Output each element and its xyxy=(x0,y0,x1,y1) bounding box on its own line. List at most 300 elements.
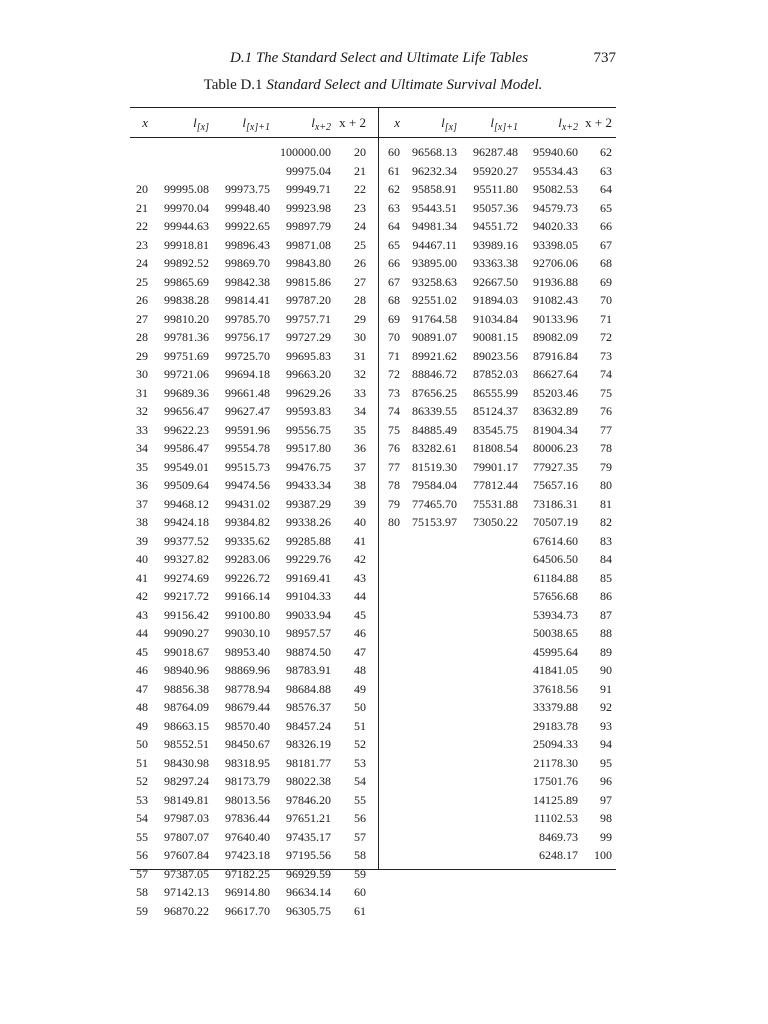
age-plus-2-cell: 45 xyxy=(354,607,366,622)
age-cell: 49 xyxy=(136,718,148,733)
age-plus-2-cell: 34 xyxy=(354,404,366,418)
lx-select-cell: 93895.00 xyxy=(412,256,457,270)
age-plus-2-cell: 81 xyxy=(600,496,612,511)
lx-select1-cell: 99922.65 xyxy=(225,219,270,233)
age-plus-2-cell: 24 xyxy=(354,219,366,233)
age-plus-2-cell: 54 xyxy=(354,774,366,788)
lx-select-cell: 99918.81 xyxy=(164,237,209,252)
lx-select-cell: 99327.82 xyxy=(164,552,209,566)
lx2-cell: 99517.80 xyxy=(286,441,331,455)
table-row xyxy=(0,328,768,347)
lx-select1-cell: 85124.37 xyxy=(473,404,518,418)
lx2-cell: 98326.19 xyxy=(286,737,331,751)
lx2-cell: 99871.08 xyxy=(286,237,331,252)
age-cell: 32 xyxy=(136,404,148,418)
age-plus-2-cell: 78 xyxy=(600,441,612,455)
age-cell: 26 xyxy=(136,293,148,307)
lx2-cell: 99949.71 xyxy=(286,182,331,196)
lx-select1-cell: 87852.03 xyxy=(473,367,518,381)
lx2-cell: 95082.53 xyxy=(533,182,578,196)
lx-select-cell: 97987.03 xyxy=(164,811,209,825)
lx-select1-cell: 99869.70 xyxy=(225,256,270,270)
age-cell: 68 xyxy=(388,293,400,307)
table-row xyxy=(0,439,768,458)
lx2-cell: 99285.88 xyxy=(286,533,331,548)
header-rule xyxy=(130,137,616,138)
lx-select1-cell: 99226.72 xyxy=(225,570,270,585)
lx2-cell: 98957.57 xyxy=(286,626,331,640)
table-row xyxy=(0,735,768,754)
lx-select-cell: 98856.38 xyxy=(164,681,209,696)
lx-select1-cell: 91894.03 xyxy=(473,293,518,307)
age-cell: 48 xyxy=(136,700,148,714)
age-cell: 29 xyxy=(136,348,148,363)
lx-select-cell: 98663.15 xyxy=(164,718,209,733)
lx-select1-cell: 99431.02 xyxy=(225,496,270,511)
lx-select-cell: 99586.47 xyxy=(164,441,209,455)
lx-select-cell: 99090.27 xyxy=(164,626,209,640)
table-row xyxy=(0,291,768,310)
lx-select1-cell: 98173.79 xyxy=(225,774,270,788)
lx2-cell: 97435.17 xyxy=(286,829,331,844)
lx2-cell: 97846.20 xyxy=(286,792,331,807)
age-plus-2-cell: 48 xyxy=(354,663,366,677)
header-sub: [x]+1 xyxy=(494,122,518,133)
lx-select1-cell: 99166.14 xyxy=(225,589,270,603)
lx-select-cell: 98149.81 xyxy=(164,792,209,807)
lx-select-cell: 99549.01 xyxy=(164,459,209,474)
lx2-cell: 96305.75 xyxy=(286,903,331,918)
age-plus-2-cell: 29 xyxy=(354,311,366,326)
table-row xyxy=(0,532,768,551)
lx2-cell: 99338.26 xyxy=(286,515,331,529)
lx-select-cell: 99509.64 xyxy=(164,478,209,492)
lx2-cell: 93398.05 xyxy=(533,237,578,252)
header-main: l xyxy=(242,115,247,130)
age-cell: 65 xyxy=(388,237,400,252)
lx-select-cell: 87656.25 xyxy=(412,385,457,400)
lx-select1-cell: 97423.18 xyxy=(225,848,270,862)
lx-select1-cell: 90081.15 xyxy=(473,330,518,344)
lx-select-cell: 97142.13 xyxy=(164,885,209,899)
lx-select-cell: 79584.04 xyxy=(412,478,457,492)
lx2-cell: 50038.65 xyxy=(533,626,578,640)
age-cell: 74 xyxy=(388,404,400,418)
lx-select-cell: 98940.96 xyxy=(164,663,209,677)
lx-select1-cell: 99554.78 xyxy=(225,441,270,455)
lx-select-cell: 97607.84 xyxy=(164,848,209,862)
lx2-cell: 91082.43 xyxy=(533,293,578,307)
lx2-cell: 98684.88 xyxy=(286,681,331,696)
age-plus-2-cell: 91 xyxy=(600,681,612,696)
header-sub: [x] xyxy=(444,122,457,133)
age-plus-2-cell: 39 xyxy=(354,496,366,511)
lx2-cell: 98181.77 xyxy=(286,755,331,770)
age-plus-2-cell: 25 xyxy=(354,237,366,252)
age-plus-2-cell: 84 xyxy=(600,552,612,566)
lx2-cell: 96634.14 xyxy=(286,885,331,899)
lx-select-cell: 99865.69 xyxy=(164,274,209,289)
lx2-cell: 33379.88 xyxy=(533,700,578,714)
header-main: l xyxy=(441,115,445,130)
lx-select-cell: 99217.72 xyxy=(164,589,209,603)
age-plus-2-cell: 90 xyxy=(600,663,612,677)
table-row xyxy=(0,883,378,902)
age-cell: 46 xyxy=(136,663,148,677)
lx-select-cell: 99424.18 xyxy=(164,515,209,529)
lx2-cell: 99387.29 xyxy=(286,496,331,511)
lx-select1-cell: 99814.41 xyxy=(225,293,270,307)
lx-select-cell: 99622.23 xyxy=(164,422,209,437)
lx-select1-cell: 95057.36 xyxy=(473,200,518,215)
age-cell: 70 xyxy=(388,330,400,344)
lx-select1-cell: 96287.48 xyxy=(473,145,518,159)
lx2-cell: 41841.05 xyxy=(533,663,578,677)
age-plus-2-cell: 80 xyxy=(600,478,612,492)
age-plus-2-cell: 59 xyxy=(354,866,366,881)
age-cell: 79 xyxy=(388,496,400,511)
lx2-cell: 53934.73 xyxy=(533,607,578,622)
age-plus-2-cell: 64 xyxy=(600,182,612,196)
running-head xyxy=(130,50,616,70)
lx-select1-cell: 99694.18 xyxy=(225,367,270,381)
lx-select-cell: 95858.91 xyxy=(412,182,457,196)
lx-select-cell: 99944.63 xyxy=(164,219,209,233)
lx2-cell: 99476.75 xyxy=(286,459,331,474)
age-plus-2-cell: 77 xyxy=(600,422,612,437)
lx2-cell: 95534.43 xyxy=(533,163,578,178)
lx-select-cell: 99689.36 xyxy=(164,385,209,400)
lx2-cell: 75657.16 xyxy=(533,478,578,492)
lx2-cell: 89082.09 xyxy=(533,330,578,344)
lx2-cell: 83632.89 xyxy=(533,404,578,418)
lx-select-cell: 99970.04 xyxy=(164,200,209,215)
age-cell: 45 xyxy=(136,644,148,659)
table-row xyxy=(0,698,768,717)
age-cell: 31 xyxy=(136,385,148,400)
right-col-lx-select-header xyxy=(441,115,457,131)
table-row xyxy=(0,458,768,477)
header-sub: [x]+1 xyxy=(246,122,270,133)
age-cell: 60 xyxy=(388,145,400,159)
age-cell: 66 xyxy=(388,256,400,270)
lx-select-cell: 99838.28 xyxy=(164,293,209,307)
age-plus-2-cell: 33 xyxy=(354,385,366,400)
table-row xyxy=(0,772,768,791)
age-plus-2-cell: 85 xyxy=(600,570,612,585)
lx-select1-cell: 86555.99 xyxy=(473,385,518,400)
table-row xyxy=(0,180,768,199)
lx2-cell: 98022.38 xyxy=(286,774,331,788)
lx2-cell: 21178.30 xyxy=(533,755,578,770)
lx-select-cell: 99995.08 xyxy=(164,182,209,196)
age-plus-2-cell: 31 xyxy=(354,348,366,363)
lx-select1-cell: 92667.50 xyxy=(473,274,518,289)
table-row xyxy=(0,809,768,828)
lx2-cell: 99897.79 xyxy=(286,219,331,233)
header-main: x xyxy=(142,115,148,130)
age-plus-2-cell: 97 xyxy=(600,792,612,807)
table-row xyxy=(0,569,768,588)
lx-select-cell: 99721.06 xyxy=(164,367,209,381)
age-cell: 40 xyxy=(136,552,148,566)
age-plus-2-cell: 51 xyxy=(354,718,366,733)
lx2-cell: 57656.68 xyxy=(533,589,578,603)
age-plus-2-cell: 30 xyxy=(354,330,366,344)
lx2-cell: 87916.84 xyxy=(533,348,578,363)
table-row xyxy=(0,421,768,440)
lx2-cell: 96929.59 xyxy=(286,866,331,881)
lx2-cell: 8469.73 xyxy=(539,829,578,844)
age-cell: 24 xyxy=(136,256,148,270)
table-row xyxy=(0,846,768,865)
lx-select-cell: 94981.34 xyxy=(412,219,457,233)
lx-select1-cell: 99756.17 xyxy=(225,330,270,344)
lx2-cell: 37618.56 xyxy=(533,681,578,696)
table-row xyxy=(0,365,768,384)
age-plus-2-cell: 96 xyxy=(600,774,612,788)
age-plus-2-cell: 99 xyxy=(600,829,612,844)
lx2-cell: 77927.35 xyxy=(533,459,578,474)
lx2-cell: 25094.33 xyxy=(533,737,578,751)
age-plus-2-cell: 70 xyxy=(600,293,612,307)
age-cell: 62 xyxy=(388,182,400,196)
lx2-cell: 86627.64 xyxy=(533,367,578,381)
right-col-x-header xyxy=(394,115,400,131)
age-plus-2-cell: 62 xyxy=(600,145,612,159)
table-row xyxy=(0,310,768,329)
age-plus-2-cell: 98 xyxy=(600,811,612,825)
lx-select-cell: 99892.52 xyxy=(164,256,209,270)
age-plus-2-cell: 38 xyxy=(354,478,366,492)
lx2-cell: 98457.24 xyxy=(286,718,331,733)
right-col-lx-select1-header xyxy=(490,115,518,131)
age-plus-2-cell: 44 xyxy=(354,589,366,603)
lx2-cell: 73186.31 xyxy=(533,496,578,511)
left-col-lx-select1-header xyxy=(242,115,270,131)
age-cell: 51 xyxy=(136,755,148,770)
lx-select-cell: 94467.11 xyxy=(412,237,457,252)
lx2-cell: 90133.96 xyxy=(533,311,578,326)
lx2-cell: 14125.89 xyxy=(533,792,578,807)
age-cell: 61 xyxy=(388,163,400,178)
header-sub: x+2 xyxy=(561,122,578,133)
lx2-cell: 99757.71 xyxy=(286,311,331,326)
lx-select1-cell: 99474.56 xyxy=(225,478,270,492)
lx-select1-cell: 99283.06 xyxy=(225,552,270,566)
age-cell: 25 xyxy=(136,274,148,289)
lx-select1-cell: 98570.40 xyxy=(225,718,270,733)
lx2-cell: 99727.29 xyxy=(286,330,331,344)
table-row xyxy=(0,680,768,699)
age-plus-2-cell: 53 xyxy=(354,755,366,770)
age-cell: 21 xyxy=(136,200,148,215)
age-cell: 72 xyxy=(388,367,400,381)
age-plus-2-cell: 58 xyxy=(354,848,366,862)
header-main: l xyxy=(490,115,495,130)
lx2-cell: 97195.56 xyxy=(286,848,331,862)
right-col-x2-header xyxy=(585,115,612,131)
age-plus-2-cell: 46 xyxy=(354,626,366,640)
header-main: x xyxy=(394,115,400,130)
lx2-cell: 98874.50 xyxy=(286,644,331,659)
lx-select1-cell: 98013.56 xyxy=(225,792,270,807)
age-plus-2-cell: 21 xyxy=(354,163,366,178)
lx2-cell: 99923.98 xyxy=(286,200,331,215)
lx-select1-cell: 79901.17 xyxy=(473,459,518,474)
lx-select1-cell: 99896.43 xyxy=(225,237,270,252)
lx-select-cell: 88846.72 xyxy=(412,367,457,381)
left-col-lx-select-header xyxy=(193,115,209,131)
age-plus-2-cell: 82 xyxy=(600,515,612,529)
table-row xyxy=(0,347,768,366)
lx2-cell: 94020.33 xyxy=(533,219,578,233)
lx-select-cell: 97807.07 xyxy=(164,829,209,844)
lx2-cell: 45995.64 xyxy=(533,644,578,659)
lx-select1-cell: 99661.48 xyxy=(225,385,270,400)
table-row xyxy=(0,513,768,532)
lx-select-cell: 99810.20 xyxy=(164,311,209,326)
age-cell: 50 xyxy=(136,737,148,751)
lx-select1-cell: 99842.38 xyxy=(225,274,270,289)
age-plus-2-cell: 52 xyxy=(354,737,366,751)
table-row xyxy=(0,606,768,625)
age-plus-2-cell: 94 xyxy=(600,737,612,751)
lx-select1-cell: 98450.67 xyxy=(225,737,270,751)
lx-select-cell: 99468.12 xyxy=(164,496,209,511)
table-title: Standard Select and Ultimate Survival Model. xyxy=(266,77,543,93)
lx-select-cell: 99377.52 xyxy=(164,533,209,548)
lx2-cell: 99975.04 xyxy=(286,163,331,178)
lx2-cell: 29183.78 xyxy=(533,718,578,733)
age-cell: 44 xyxy=(136,626,148,640)
lx-select-cell: 81519.30 xyxy=(412,459,457,474)
lx-select1-cell: 77812.44 xyxy=(473,478,518,492)
age-plus-2-cell: 27 xyxy=(354,274,366,289)
lx-select1-cell: 99973.75 xyxy=(225,182,270,196)
table-row xyxy=(0,199,768,218)
age-plus-2-cell: 86 xyxy=(600,589,612,603)
lx-select-cell: 90891.07 xyxy=(412,330,457,344)
age-plus-2-cell: 87 xyxy=(600,607,612,622)
lx2-cell: 99787.20 xyxy=(286,293,331,307)
lx2-cell: 99815.86 xyxy=(286,274,331,289)
lx-select-cell: 83282.61 xyxy=(412,441,457,455)
age-cell: 33 xyxy=(136,422,148,437)
lx-select1-cell: 75531.88 xyxy=(473,496,518,511)
age-plus-2-cell: 75 xyxy=(600,385,612,400)
age-plus-2-cell: 72 xyxy=(600,330,612,344)
lx-select-cell: 86339.55 xyxy=(412,404,457,418)
age-plus-2-cell: 55 xyxy=(354,792,366,807)
table-row xyxy=(0,143,768,162)
section-title: D.1 The Standard Select and Ultimate Life Tables xyxy=(230,50,529,66)
age-cell: 20 xyxy=(136,182,148,196)
lx-select1-cell: 98778.94 xyxy=(225,681,270,696)
lx2-cell: 95940.60 xyxy=(533,145,578,159)
lx2-cell: 70507.19 xyxy=(533,515,578,529)
lx2-cell: 99433.34 xyxy=(286,478,331,492)
lx2-cell: 99843.80 xyxy=(286,256,331,270)
table-row xyxy=(0,865,378,884)
lx-select-cell: 92551.02 xyxy=(412,293,457,307)
lx-select-cell: 91764.58 xyxy=(412,311,457,326)
lx-select1-cell: 97836.44 xyxy=(225,811,270,825)
top-rule xyxy=(130,107,616,108)
lx2-cell: 98783.91 xyxy=(286,663,331,677)
header-main: l xyxy=(311,115,315,130)
table-row xyxy=(0,254,768,273)
age-cell: 75 xyxy=(388,422,400,437)
age-plus-2-cell: 92 xyxy=(600,700,612,714)
age-plus-2-cell: 74 xyxy=(600,367,612,381)
lx2-cell: 64506.50 xyxy=(533,552,578,566)
age-cell: 43 xyxy=(136,607,148,622)
table-row xyxy=(0,828,768,847)
lx-select1-cell: 99030.10 xyxy=(225,626,270,640)
lx-select-cell: 89921.62 xyxy=(412,348,457,363)
lx2-cell: 6248.17 xyxy=(539,848,578,862)
age-plus-2-cell: 89 xyxy=(600,644,612,659)
age-cell: 64 xyxy=(388,219,400,233)
age-cell: 47 xyxy=(136,681,148,696)
table-row xyxy=(0,587,768,606)
age-plus-2-cell: 28 xyxy=(354,293,366,307)
left-col-lx2-header xyxy=(311,115,331,131)
table-label: Table D.1 xyxy=(203,77,263,93)
left-col-x2-header xyxy=(339,115,366,131)
table-row xyxy=(0,476,768,495)
age-plus-2-cell: 56 xyxy=(354,811,366,825)
table-row xyxy=(0,495,768,514)
lx-select1-cell: 99948.40 xyxy=(225,200,270,215)
age-cell: 63 xyxy=(388,200,400,215)
lx2-cell: 92706.06 xyxy=(533,256,578,270)
lx-select-cell: 98430.98 xyxy=(164,755,209,770)
age-cell: 42 xyxy=(136,589,148,603)
lx-select-cell: 99274.69 xyxy=(164,570,209,585)
header-sub: [x] xyxy=(196,122,209,133)
age-cell: 69 xyxy=(388,311,400,326)
lx-select-cell: 95443.51 xyxy=(412,200,457,215)
lx-select1-cell: 96617.70 xyxy=(225,903,270,918)
age-plus-2-cell: 68 xyxy=(600,256,612,270)
table-row xyxy=(0,624,768,643)
lx2-cell: 99629.26 xyxy=(286,385,331,400)
lx-select-cell: 99751.69 xyxy=(164,348,209,363)
age-cell: 77 xyxy=(388,459,400,474)
age-plus-2-cell: 42 xyxy=(354,552,366,566)
age-cell: 54 xyxy=(136,811,148,825)
lx-select-cell: 75153.97 xyxy=(412,515,457,529)
age-plus-2-cell: 57 xyxy=(354,829,366,844)
lx-select1-cell: 95920.27 xyxy=(473,163,518,178)
age-plus-2-cell: 40 xyxy=(354,515,366,529)
age-cell: 55 xyxy=(136,829,148,844)
lx-select1-cell: 91034.84 xyxy=(473,311,518,326)
age-cell: 59 xyxy=(136,903,148,918)
header-main: l xyxy=(193,115,197,130)
lx-select-cell: 98764.09 xyxy=(164,700,209,714)
age-cell: 78 xyxy=(388,478,400,492)
table-row xyxy=(0,791,768,810)
age-cell: 30 xyxy=(136,367,148,381)
lx2-cell: 81904.34 xyxy=(533,422,578,437)
lx-select-cell: 99018.67 xyxy=(164,644,209,659)
lx2-cell: 100000.00 xyxy=(280,145,331,159)
age-cell: 41 xyxy=(136,570,148,585)
lx2-cell: 99695.83 xyxy=(286,348,331,363)
